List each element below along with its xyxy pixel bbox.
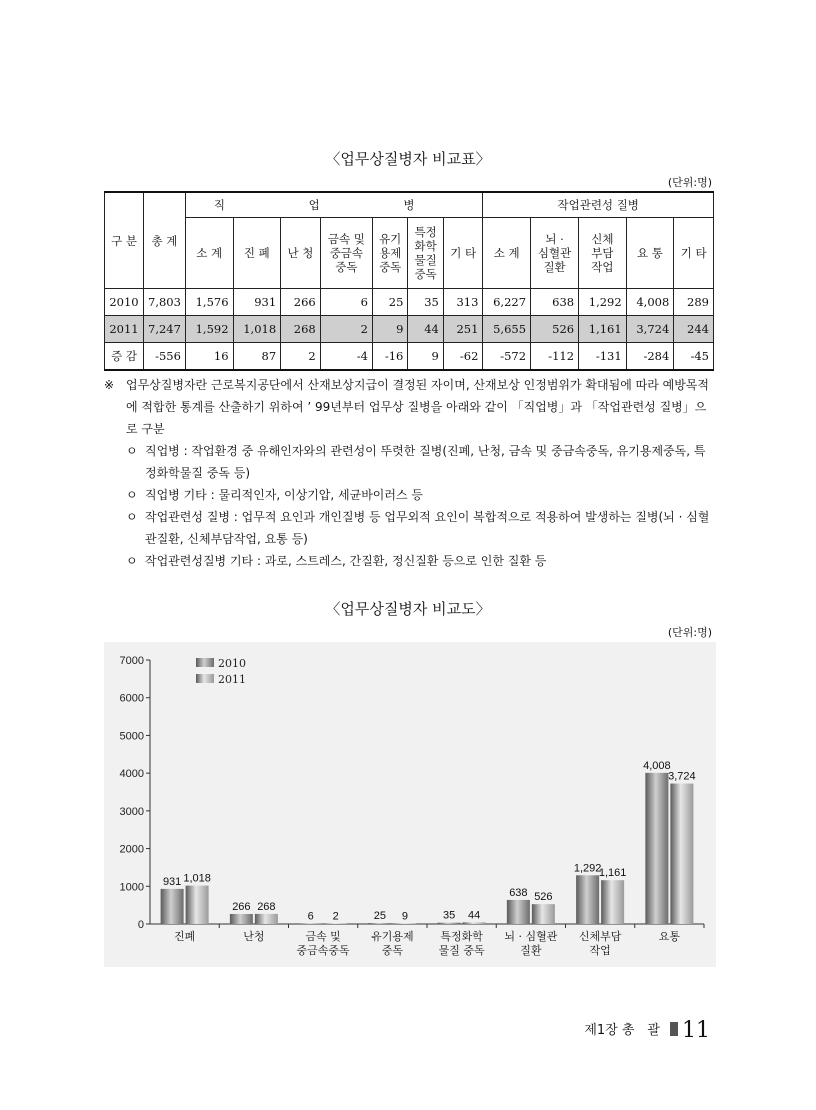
- data-label: 25: [373, 910, 386, 923]
- note-item: [104, 550, 716, 572]
- row-label: 증 감: [105, 343, 144, 371]
- table-cell: -4: [320, 343, 372, 371]
- x-tick-label: 특정화학: [440, 930, 483, 943]
- bar-2011: [532, 904, 555, 924]
- x-tick-label: 뇌 · 심혈관: [504, 930, 558, 943]
- data-label: 2: [332, 910, 339, 923]
- bar-2011: [463, 922, 486, 924]
- note-item: [104, 484, 716, 506]
- table-cell: 3,724: [626, 316, 674, 343]
- table-cell: 1,161: [579, 316, 627, 343]
- table-row: [105, 343, 714, 371]
- table-cell: 1,018: [233, 316, 281, 343]
- y-tick-label: 6000: [119, 692, 144, 705]
- data-label: 268: [257, 900, 276, 913]
- table-cell: 244: [674, 316, 714, 343]
- legend-swatch: [196, 658, 214, 667]
- bar-2010: [507, 900, 530, 924]
- y-tick-label: 3000: [119, 805, 144, 818]
- table-cell: -572: [483, 343, 531, 371]
- data-label: 6: [307, 910, 314, 923]
- chapter-label: 제1장 총 괄: [584, 1023, 660, 1038]
- x-tick-label: 금속 및: [305, 930, 341, 943]
- bar-2010: [576, 875, 599, 924]
- table-row: [105, 316, 714, 343]
- header-work-related: 작업관련성 질병: [483, 192, 714, 218]
- table-cell: -45: [674, 343, 714, 371]
- note-bullet: ㅇ: [126, 444, 138, 458]
- comparison-table: [104, 191, 714, 371]
- table-cell: 6: [320, 289, 372, 316]
- y-tick-label: 2000: [119, 843, 144, 856]
- subheader-cell: 기 타: [443, 218, 483, 289]
- subheader-cell: 뇌 · 심혈관 질환: [531, 218, 579, 289]
- bar-2011: [186, 886, 209, 924]
- subheader-cell: 금속 및 중금속 중독: [320, 218, 372, 289]
- data-label: 931: [162, 875, 182, 888]
- y-tick-label: 4000: [119, 768, 144, 781]
- table-cell: -131: [579, 343, 627, 371]
- table-cell: -112: [531, 343, 579, 371]
- chart-title: 〈업무상질병자 비교도〉: [325, 600, 491, 618]
- table-row: [105, 289, 714, 316]
- table-cell: 1,592: [185, 316, 233, 343]
- header-group: 구 분: [105, 192, 144, 289]
- x-tick-label: 질환: [520, 944, 542, 957]
- bar-2010: [645, 773, 668, 924]
- notes: [104, 374, 716, 572]
- table-cell: 931: [233, 289, 281, 316]
- table-cell: 5,655: [483, 316, 531, 343]
- data-label: 1,292: [573, 862, 602, 875]
- x-tick-label: 작업: [589, 944, 611, 957]
- note-item-text: 직업병 : 작업환경 중 유해인자와의 관련성이 뚜렷한 질병(진폐, 난청, 금속 및 중금속중독, 유기용제중독, 특정화학물질 중독 등): [145, 444, 706, 480]
- subheader-cell: 요 통: [626, 218, 674, 289]
- note-item-text: 작업관련성 질병 : 업무적 요인과 개인질병 등 업무외적 요인이 복합적으로 적용하여 발생하는 질병(뇌 · 심혈관질환, 신체부담작업, 요통 등): [145, 510, 710, 546]
- table-unit: (단위:명): [667, 176, 712, 189]
- table-cell: 25: [372, 289, 407, 316]
- table-cell: 44: [408, 316, 443, 343]
- header-total: 총 계: [144, 192, 186, 289]
- table-cell: 35: [408, 289, 443, 316]
- table-cell: -62: [443, 343, 483, 371]
- x-tick-label: 중독: [381, 944, 404, 957]
- subheader-cell: 진 폐: [233, 218, 281, 289]
- table-title: 〈업무상질병자 비교표〉: [325, 150, 491, 168]
- x-tick-label: 난청: [243, 930, 265, 943]
- bar-chart-svg: [104, 642, 716, 967]
- data-label: 9: [401, 910, 408, 923]
- x-tick-label: 요통: [658, 930, 681, 943]
- note-bullet: ㅇ: [126, 510, 138, 524]
- y-tick-label: 0: [137, 919, 144, 931]
- page-footer: [584, 1018, 710, 1043]
- note-item: [104, 506, 716, 550]
- table-cell: 9: [408, 343, 443, 371]
- note-bullet: ㅇ: [126, 554, 138, 568]
- bar-2010: [368, 923, 391, 924]
- data-label: 266: [232, 900, 251, 913]
- data-label: 4,008: [643, 759, 671, 772]
- note-item-text: 작업관련성질병 기타 : 과로, 스트레스, 간질환, 정신질환 등으로 인한 질환 등: [145, 554, 547, 568]
- table-cell: 526: [531, 316, 579, 343]
- data-label: 1,161: [598, 867, 627, 880]
- note-item-text: 직업병 기타 : 물리적인자, 이상기압, 세균바이러스 등: [145, 488, 423, 502]
- x-tick-label: 진폐: [173, 930, 196, 943]
- table-cell: 251: [443, 316, 483, 343]
- row-label: 2010: [105, 289, 144, 316]
- subheader-cell: 난 청: [281, 218, 321, 289]
- data-label: 638: [509, 886, 528, 899]
- bar-2011: [255, 914, 278, 924]
- bar-2010: [230, 914, 253, 924]
- subheader-cell: 소 계: [185, 218, 233, 289]
- row-label: 2011: [105, 316, 144, 343]
- table-cell: 7,803: [144, 289, 186, 316]
- table-cell: 1,292: [579, 289, 627, 316]
- table-cell: 638: [531, 289, 579, 316]
- table-cell: 1,576: [185, 289, 233, 316]
- legend-label: 2011: [218, 673, 246, 686]
- x-tick-label: 중금속중독: [296, 944, 350, 957]
- bar-2011: [393, 923, 416, 924]
- table-cell: 313: [443, 289, 483, 316]
- subheader-cell: 유기 용제 중독: [372, 218, 407, 289]
- footer-bar-icon: [670, 1022, 678, 1036]
- y-tick-label: 5000: [119, 730, 144, 743]
- legend-label: 2010: [218, 657, 246, 670]
- table-cell: 2: [320, 316, 372, 343]
- table-cell: 87: [233, 343, 281, 371]
- bar-2010: [438, 923, 461, 924]
- bar-2010: [161, 889, 184, 924]
- data-label: 44: [468, 909, 481, 922]
- table-cell: 4,008: [626, 289, 674, 316]
- x-tick-label: 신체부담: [578, 930, 622, 943]
- data-label: 1,018: [183, 872, 211, 885]
- table-cell: -556: [144, 343, 186, 371]
- table-cell: 2: [281, 343, 321, 371]
- table-cell: 268: [281, 316, 321, 343]
- x-tick-label: 유기용제: [371, 930, 414, 943]
- table-cell: 7,247: [144, 316, 186, 343]
- note-bullet: ㅇ: [126, 488, 138, 502]
- table-cell: 6,227: [483, 289, 531, 316]
- y-tick-label: 7000: [119, 655, 144, 667]
- note-main-text: 업무상질병자란 근로복지공단에서 산재보상지급이 결정된 자이며, 산재보상 인정범위가 확대됨에 따라 예방목적에 적합한 통계를 산출하기 위하여 ’ 99년부터 업무상 질병을 아래와 같이 「직업병」과 「작업관련성 질병」으로 구분: [126, 378, 709, 436]
- note-symbol: ※: [104, 378, 115, 392]
- bar-2011: [670, 784, 693, 924]
- page-number: 11: [682, 1018, 710, 1043]
- table-cell: 9: [372, 316, 407, 343]
- table-cell: 266: [281, 289, 321, 316]
- bar-2011: [601, 880, 624, 924]
- subheader-cell: 특정 화학 물질 중독: [408, 218, 443, 289]
- subheader-cell: 기 타: [674, 218, 714, 289]
- note-item: [104, 440, 716, 484]
- data-label: 35: [443, 909, 456, 922]
- bar-2010: [299, 923, 322, 924]
- chart-unit: (단위:명): [667, 626, 712, 639]
- table-cell: -284: [626, 343, 674, 371]
- table-cell: 16: [185, 343, 233, 371]
- table-cell: -16: [372, 343, 407, 371]
- subheader-cell: 소 계: [483, 218, 531, 289]
- y-tick-label: 1000: [119, 881, 144, 894]
- x-tick-label: 물질 중독: [438, 944, 485, 957]
- note-main: [104, 374, 716, 440]
- header-occupational: 직 업 병: [185, 192, 482, 218]
- bar-2011: [324, 923, 347, 924]
- data-label: 526: [534, 891, 553, 904]
- legend-swatch: [196, 674, 214, 683]
- table-cell: 289: [674, 289, 714, 316]
- bar-chart: [104, 642, 716, 967]
- subheader-cell: 신체 부담 작업: [579, 218, 627, 289]
- data-label: 3,724: [668, 770, 696, 783]
